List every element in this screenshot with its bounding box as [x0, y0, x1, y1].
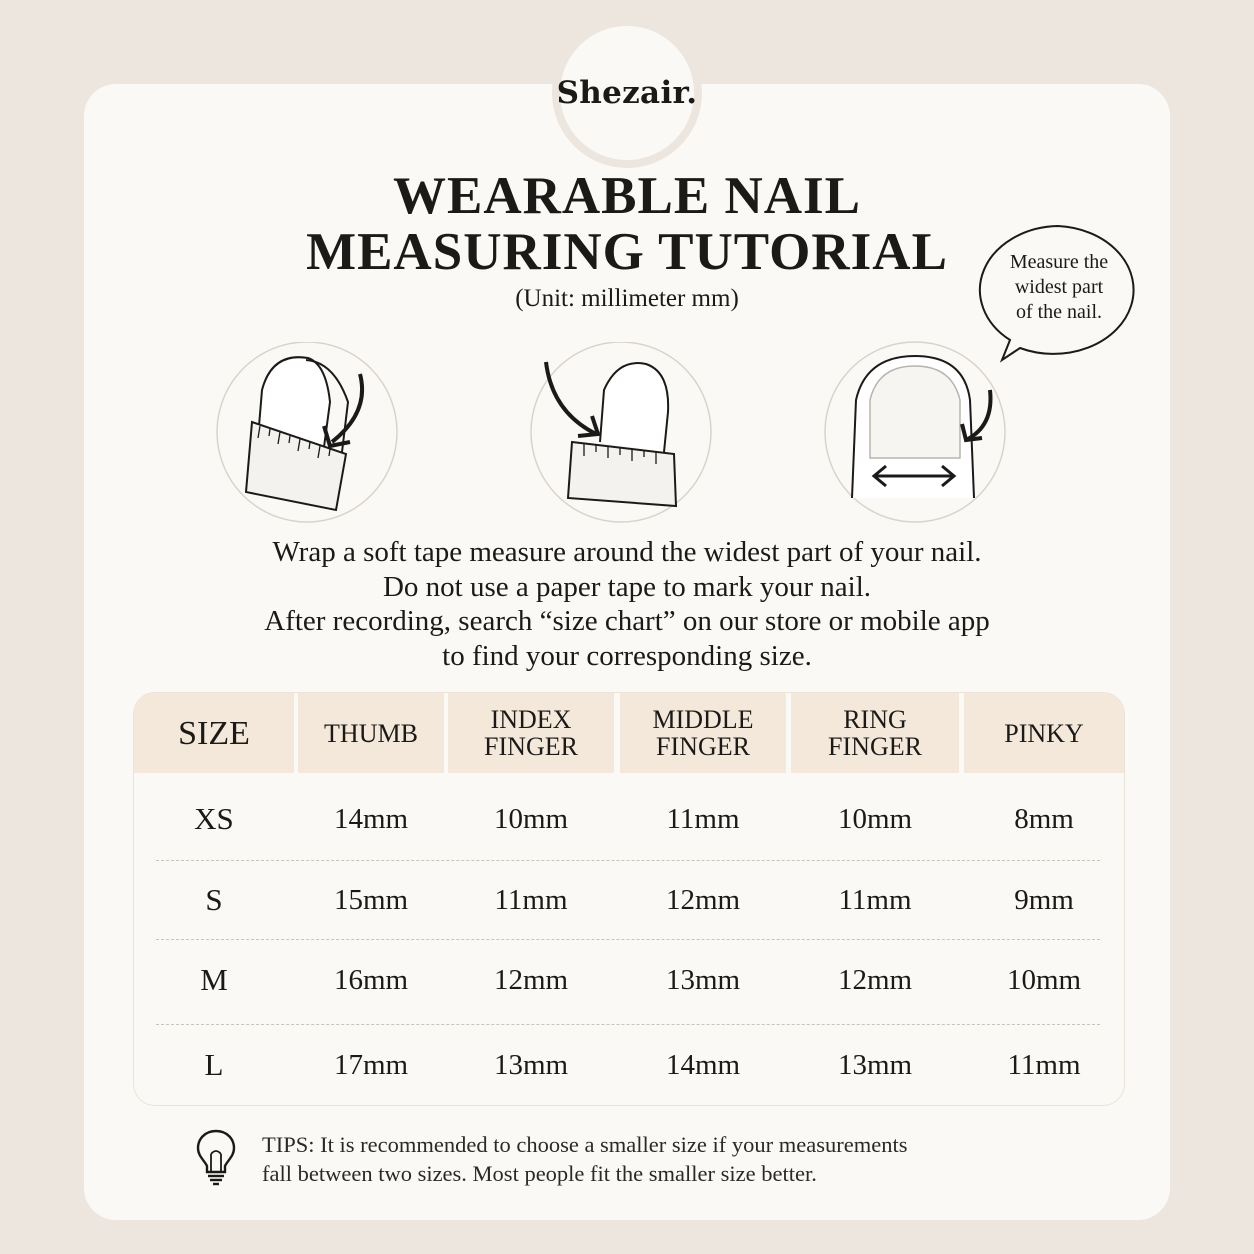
header-label-line: MIDDLE — [652, 705, 754, 734]
table-row — [134, 860, 1124, 940]
header-label — [484, 706, 578, 760]
table-row — [134, 779, 1124, 859]
header-label: SIZE — [178, 714, 250, 752]
header-label-line: FINGER — [484, 732, 578, 761]
speech-bubble-text — [984, 250, 1134, 325]
header-label-line: FINGER — [828, 732, 922, 761]
thumb-cell: 14mm — [333, 802, 409, 835]
instruction-line: Wrap a soft tape measure around the widest part of your nail. — [272, 536, 982, 568]
bubble-line: widest part — [1014, 276, 1104, 298]
middle-cell: 12mm — [665, 883, 741, 916]
nail-width-arrow-icon — [822, 340, 1008, 526]
unit-note: (Unit: millimeter mm) — [515, 285, 739, 312]
size-cell: L — [204, 1047, 224, 1082]
thumb-cell: 17mm — [333, 1048, 409, 1081]
ring-cell: 12mm — [837, 963, 913, 996]
header-pinky — [964, 693, 1124, 773]
instruction-line: Do not use a paper tape to mark your nail. — [382, 570, 871, 603]
tips-line: fall between two sizes. Most people fit the smaller size better. — [262, 1161, 817, 1186]
size-cell: M — [200, 962, 228, 997]
ring-cell: 11mm — [838, 883, 912, 916]
header-index-finger — [448, 693, 614, 773]
header-size — [134, 693, 294, 773]
middle-cell: 11mm — [666, 802, 740, 835]
finger-tape-right-icon — [528, 342, 714, 528]
ring-cell: 13mm — [837, 1048, 913, 1081]
instructions — [120, 535, 1134, 673]
header-label: THUMB — [324, 718, 418, 748]
finger-tape-left-icon — [214, 342, 400, 528]
header-label-line: RING — [843, 705, 907, 734]
header-label — [828, 706, 922, 760]
header-thumb — [298, 693, 444, 773]
pinky-cell: 9mm — [1014, 883, 1074, 916]
instruction-line: After recording, search “size chart” on our store or mobile app — [264, 605, 990, 637]
bubble-line: Measure the — [1009, 251, 1109, 273]
brand-logo: Shezair. — [556, 75, 698, 111]
table-header — [134, 693, 1124, 773]
index-cell: 11mm — [494, 883, 568, 916]
bubble-line: of the nail. — [1015, 301, 1103, 323]
thumb-cell: 16mm — [333, 963, 409, 996]
middle-cell: 14mm — [665, 1048, 741, 1081]
middle-cell: 13mm — [665, 963, 741, 996]
index-cell: 12mm — [493, 963, 569, 996]
pinky-cell: 8mm — [1014, 802, 1074, 835]
header-ring-finger — [791, 693, 959, 773]
size-cell: XS — [194, 801, 234, 836]
instruction-line: to find your corresponding size. — [442, 639, 812, 672]
lightbulb-icon — [196, 1128, 236, 1186]
tips-line: TIPS: It is recommended to choose a smaller size if your measurements — [262, 1132, 908, 1157]
size-cell: S — [205, 882, 223, 917]
size-chart-table — [133, 692, 1125, 1106]
ring-cell: 10mm — [837, 802, 913, 835]
pinky-cell: 11mm — [1007, 1048, 1081, 1081]
page-title-line2: MEASURING TUTORIAL — [306, 223, 948, 281]
table-row — [134, 940, 1124, 1020]
index-cell: 10mm — [493, 802, 569, 835]
header-label-line: INDEX — [490, 705, 572, 734]
logo-badge — [556, 26, 698, 160]
table-row — [134, 1025, 1124, 1105]
header-label-line: FINGER — [656, 732, 750, 761]
pinky-cell: 10mm — [1006, 963, 1082, 996]
index-cell: 13mm — [493, 1048, 569, 1081]
header-label — [652, 706, 753, 760]
thumb-cell: 15mm — [333, 883, 409, 916]
tips-text — [262, 1130, 1022, 1188]
header-label: PINKY — [1004, 718, 1084, 748]
header-middle-finger — [620, 693, 786, 773]
page-title-line1: WEARABLE NAIL — [392, 167, 861, 225]
